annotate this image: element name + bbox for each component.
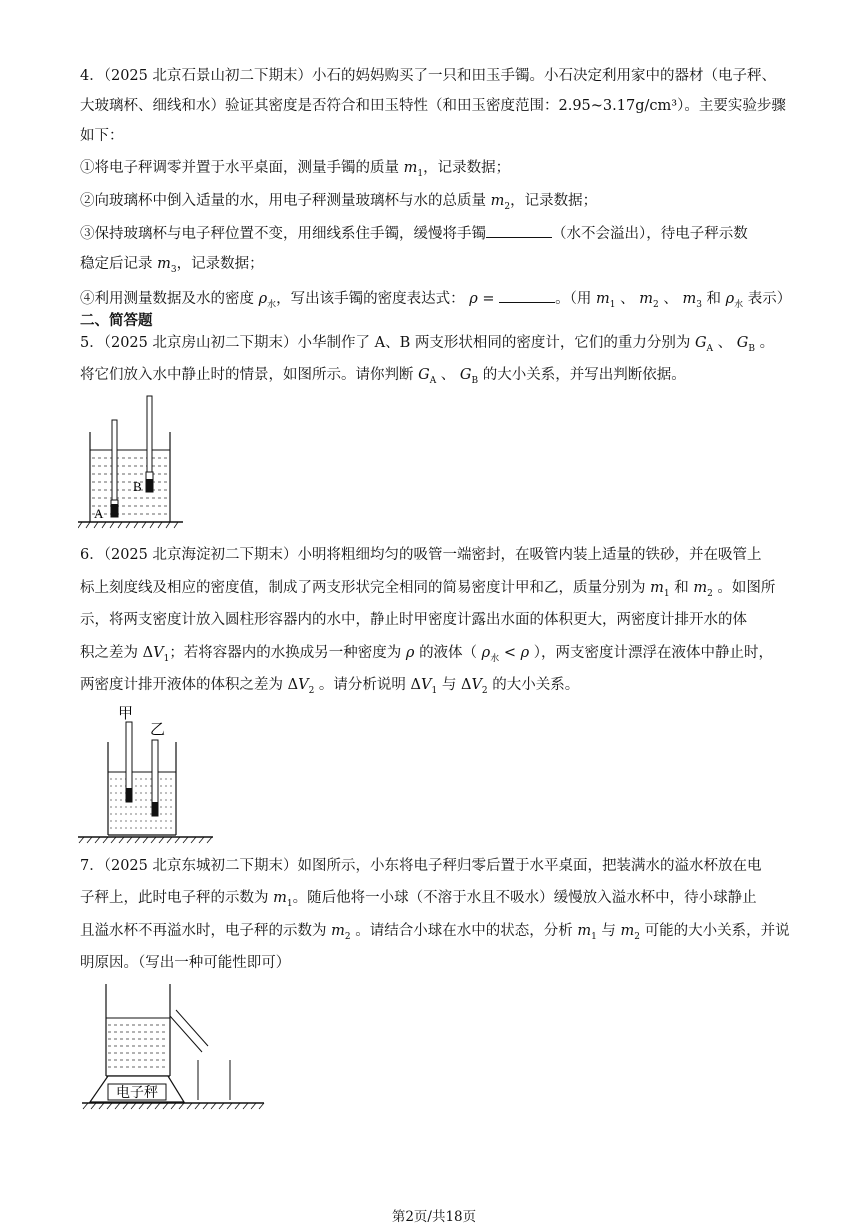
q4-line-2: 大玻璃杯、细线和水）验证其密度是否符合和田玉特性（和田玉密度范围：2.95~3.17g/cm³）。主要实验步骤 [80,98,786,114]
q5-line-1: 5．（2025 北京房山初二下期末）小华制作了 A、B 两支形状相同的密度计，它们的重力分别为 $G_A$ 、 $G_B$ 。 [80,335,775,354]
answer-blank-2[interactable] [499,288,555,303]
answer-blank-1[interactable] [486,223,552,238]
q4-step-2: ②向玻璃杯中倒入适量的水，用电子秤测量玻璃杯与水的总质量 $m_2$，记录数据； [80,193,598,212]
q6-line-3: 示，将两支密度计放入圆柱形容器内的水中，静止时甲密度计露出水面的体积更大，两密度计排开水的体 [80,612,747,628]
q6-figure [78,700,213,845]
scale-label: 电子秤 [116,1085,158,1101]
q7-line-2: 子秤上，此时电子秤的示数为 $m_1$。随后他将一小球（不溶于水且不吸水）缓慢放入溢水杯中，待小球静止 [80,890,757,909]
q6-line-5: 两密度计排开液体的体积之差为 $\Delta V_2$ 。请分析说明 $\Delta V_1$ 与 $\Delta V_2$ 的大小关系。 [80,677,580,696]
q4-step-4: ④利用测量数据及水的密度 $\rho_水$，写出该手镯的密度表达式： ρ = 。（用 $m_1$ 、 $m_2$ 、 $m_3$ 和 $\rho_水$ 表示） [80,288,791,315]
q5-figure [78,392,183,532]
q4-line-3: 如下： [80,128,124,144]
label-b: B [133,479,142,494]
q5-line-2: 将它们放入水中静止时的情景，如图所示。请你判断 $G_A$ 、 $G_B$ 的大小关系，并写出判断依据。 [80,367,686,386]
label-jia: 甲 [118,704,134,722]
q7-line-1: 7．（2025 北京东城初二下期末）如图所示，小东将电子秤归零后置于水平桌面，把装满水的溢水杯放在电 [80,858,762,874]
q6-line-2: 标上刻度线及相应的密度值，制成了两支形状完全相同的简易密度计甲和乙，质量分别为 $m_1$ 和 $m_2$ 。如图所 [80,580,776,599]
q7-line-4: 明原因。（写出一种可能性即可） [80,955,291,971]
q4-step-1: ①将电子秤调零并置于水平桌面，测量手镯的质量 $m_1$，记录数据； [80,160,511,179]
q6-line-1: 6．（2025 北京海淀初二下期末）小明将粗细均匀的吸管一端密封，在吸管内装上适量的铁砂，并在吸管上 [80,547,762,563]
section-heading: 二、简答题 [80,312,153,329]
label-a: A [94,506,104,521]
q4-step-3-cont: 稳定后记录 $m_3$，记录数据； [80,256,264,275]
label-yi: 乙 [150,720,166,738]
q7-line-3: 且溢水杯不再溢水时，电子秤的示数为 $m_2$ 。请结合小球在水中的状态，分析 $m_1$ 与 $m_2$ 可能的大小关系，并说 [80,923,790,942]
page-footer: 第2页/共18页 [391,1209,477,1225]
q4-step-3: ③保持玻璃杯与电子秤位置不变，用细线系住手镯，缓慢将手镯 （水不会溢出），待电子秤示数 [80,223,748,244]
q7-figure [78,980,268,1115]
q4-line-1: 4．（2025 北京石景山初二下期末）小石的妈妈购买了一只和田玉手镯。小石决定利用家中的器材（电子秤、 [80,68,776,84]
q6-line-4: 积之差为 $\Delta V_1$；若将容器内的水换成另一种密度为 ρ 的液体（ $\rho_水 < \rho$ ），两支密度计漂浮在液体中静止时， [80,645,773,664]
